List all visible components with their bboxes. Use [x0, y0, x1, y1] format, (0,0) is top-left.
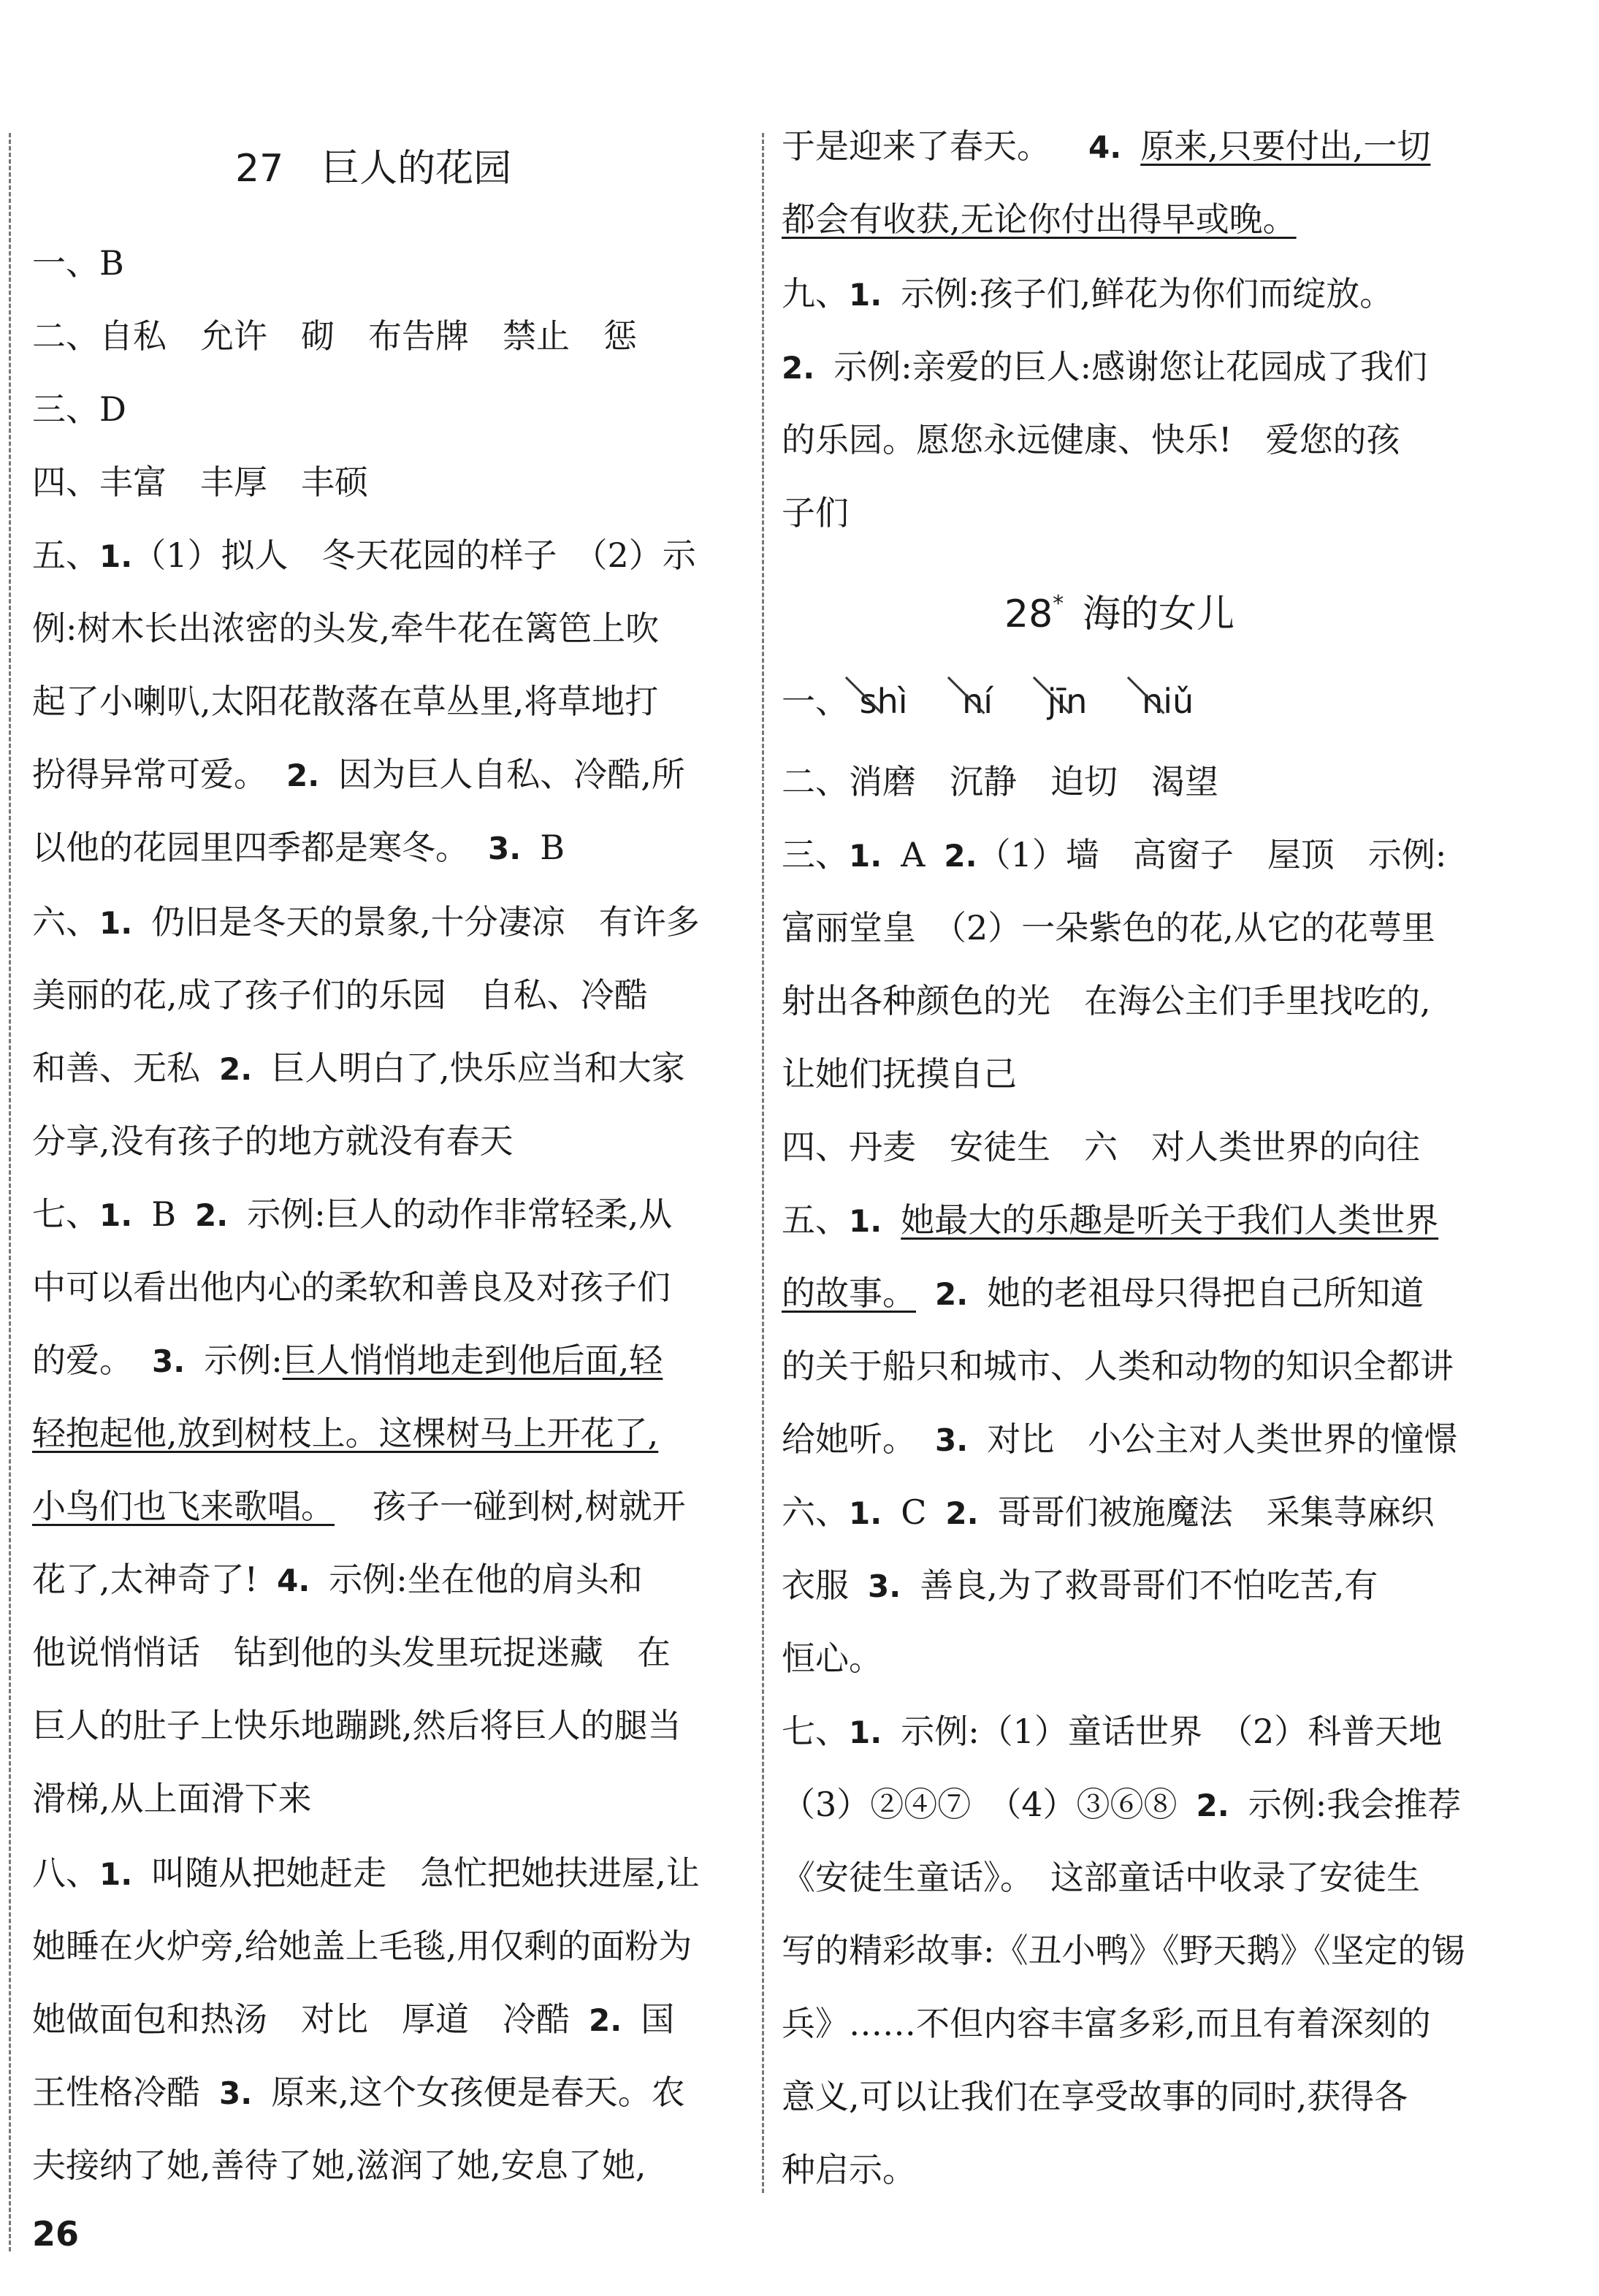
answer-line: 于是迎来了春天。 4. 原来,只要付出,一切: [782, 126, 1431, 166]
answer-line: 恒心。: [782, 1639, 882, 1678]
answer-line: 富丽堂皇 （2）一朵紫色的花,从它的花萼里: [782, 908, 1435, 947]
answer-line: 《安徒生童话》。 这部童话中收录了安徒生: [782, 1858, 1420, 1897]
answer-line: 中可以看出他内心的柔软和善良及对孩子们: [32, 1267, 671, 1307]
answer-line: 的故事。 2. 她的老祖母只得把自己所知道: [782, 1273, 1424, 1313]
answer-line: 二、消磨 沉静 迫切 渴望: [782, 762, 1218, 801]
answer-line: 二、自私 允许 砌 布告牌 禁止 惩: [32, 316, 637, 356]
answer-line: 给她听。 3. 对比 小公主对人类世界的憧憬: [782, 1419, 1458, 1459]
pinyin-crossed-out: niǔ: [1142, 679, 1194, 723]
lesson-name: 巨人的花园: [321, 147, 512, 191]
answer-line: 八、1. 叫随从把她赶走 急忙把她扶进屋,让: [32, 1853, 700, 1893]
answer-line: 六、1. 仍旧是冬天的景象,十分凄凉 有许多: [32, 902, 700, 942]
answer-line: （3）②④⑦ （4）③⑥⑧ 2. 示例:我会推荐: [782, 1785, 1462, 1824]
answer-line: 滑梯,从上面滑下来: [32, 1779, 312, 1818]
answer-line: 和善、无私 2. 巨人明白了,快乐应当和大家: [32, 1048, 685, 1088]
answer-line: 七、1. B 2. 示例:巨人的动作非常轻柔,从: [32, 1194, 673, 1234]
lesson-name: 海的女儿: [1083, 592, 1235, 636]
page-number: 26: [32, 2214, 80, 2254]
answer-line: 她做面包和热汤 对比 厚道 冷酷 2. 国: [32, 1999, 675, 2039]
answer-line: 他说悄悄话 钻到他的头发里玩捉迷藏 在: [32, 1633, 671, 1672]
underlined-answer: 的故事。: [782, 1273, 916, 1313]
left-margin-dashed-line: [9, 133, 11, 2251]
answer-line: 让她们抚摸自己: [782, 1054, 1017, 1094]
pinyin-crossed-out: jīn: [1047, 679, 1088, 723]
pinyin-crossed-out: shì: [860, 679, 908, 723]
underlined-answer: 小鸟们也飞来歌唱。: [32, 1487, 335, 1526]
underlined-answer: 巨人悄悄地走到他后面,轻: [282, 1340, 663, 1380]
answer-line: 六、1. C 2. 哥哥们被施魔法 采集荨麻织: [782, 1492, 1435, 1532]
answer-line: 四、丰富 丰厚 丰硕: [32, 462, 368, 502]
answer-line: 夫接纳了她,善待了她,滋润了她,安息了她,: [32, 2146, 646, 2185]
answer-line: 子们: [782, 493, 849, 533]
answer-line: 三、D: [32, 389, 126, 429]
answer-line: 种启示。: [782, 2150, 916, 2189]
answer-line: 射出各种颜色的光 在海公主们手里找吃的,: [782, 981, 1431, 1021]
answer-line: 她睡在火炉旁,给她盖上毛毯,用仅剩的面粉为: [32, 1926, 692, 1966]
answer-line: 王性格冷酷 3. 原来,这个女孩便是春天。农: [32, 2072, 685, 2112]
underlined-answer: 她最大的乐趣是听关于我们人类世界: [901, 1200, 1439, 1240]
answer-line: 花了,太神奇了! 4. 示例:坐在他的肩头和: [32, 1560, 643, 1599]
answer-line: 的关于船只和城市、人类和动物的知识全都讲: [782, 1346, 1454, 1386]
answer-line: 写的精彩故事:《丑小鸭》《野天鹅》《坚定的锡: [782, 1931, 1465, 1970]
answer-line: 三、1. A 2.（1）墙 高窗子 屋顶 示例:: [782, 835, 1447, 874]
answer-line: 的爱。 3. 示例:巨人悄悄地走到他后面,轻: [32, 1340, 663, 1380]
answer-line: 以他的花园里四季都是寒冬。 3. B: [32, 828, 565, 867]
answer-line: 一、 shì ní jīn niǔ: [782, 679, 1237, 723]
answer-line: 九、1. 示例:孩子们,鲜花为你们而绽放。: [782, 274, 1394, 313]
answer-line: 2. 示例:亲爱的巨人:感谢您让花园成了我们: [782, 347, 1428, 386]
answer-line: 一、B: [32, 243, 124, 283]
lesson-number: 28: [1004, 592, 1053, 636]
answer-line: 五、1.（1）拟人 冬天花园的样子 （2）示: [32, 535, 696, 575]
answer-line: 美丽的花,成了孩子们的乐园 自私、冷酷: [32, 975, 648, 1015]
answer-line: 七、1. 示例:（1）童话世界 （2）科普天地: [782, 1712, 1443, 1751]
answer-line: [32, 1411, 658, 1455]
column-divider-dashed-line: [762, 133, 764, 2193]
answer-line: 意义,可以让我们在享受故事的同时,获得各: [782, 2077, 1408, 2116]
optional-lesson-star: *: [1053, 591, 1064, 617]
underlined-answer: 原来,只要付出,一切: [1140, 126, 1431, 166]
underlined-answer: 轻抱起他,放到树枝上。这棵树马上开花了,: [32, 1414, 659, 1453]
underlined-answer: 都会有收获,无论你付出得早或晚。: [782, 199, 1297, 239]
answer-line: 分享,没有孩子的地方就没有春天: [32, 1121, 514, 1161]
answer-line: [782, 197, 1297, 241]
answer-line: 四、丹麦 安徒生 六 对人类世界的向往: [782, 1127, 1420, 1167]
lesson-number: 27: [235, 147, 284, 191]
answer-line: 起了小喇叭,太阳花散落在草丛里,将草地打: [32, 682, 659, 721]
answer-line: 巨人的肚子上快乐地蹦跳,然后将巨人的腿当: [32, 1706, 682, 1745]
answer-line: 小鸟们也飞来歌唱。 孩子一碰到树,树就开: [32, 1487, 686, 1526]
answer-line: 例:树木长出浓密的头发,牵牛花在篱笆上吹: [32, 609, 660, 648]
answer-line: 扮得异常可爱。 2. 因为巨人自私、冷酷,所: [32, 755, 685, 794]
lesson-28-title: [1004, 579, 1234, 640]
lesson-27-title: [235, 143, 511, 194]
answer-line: 的乐园。愿您永远健康、快乐! 爱您的孩: [782, 420, 1400, 459]
answer-line: 兵》……不但内容丰富多彩,而且有着深刻的: [782, 2004, 1431, 2043]
answer-line: 衣服 3. 善良,为了救哥哥们不怕吃苦,有: [782, 1565, 1378, 1605]
answer-line: 五、1. 她最大的乐趣是听关于我们人类世界: [782, 1200, 1439, 1240]
pinyin-crossed-out: ní: [962, 679, 993, 723]
